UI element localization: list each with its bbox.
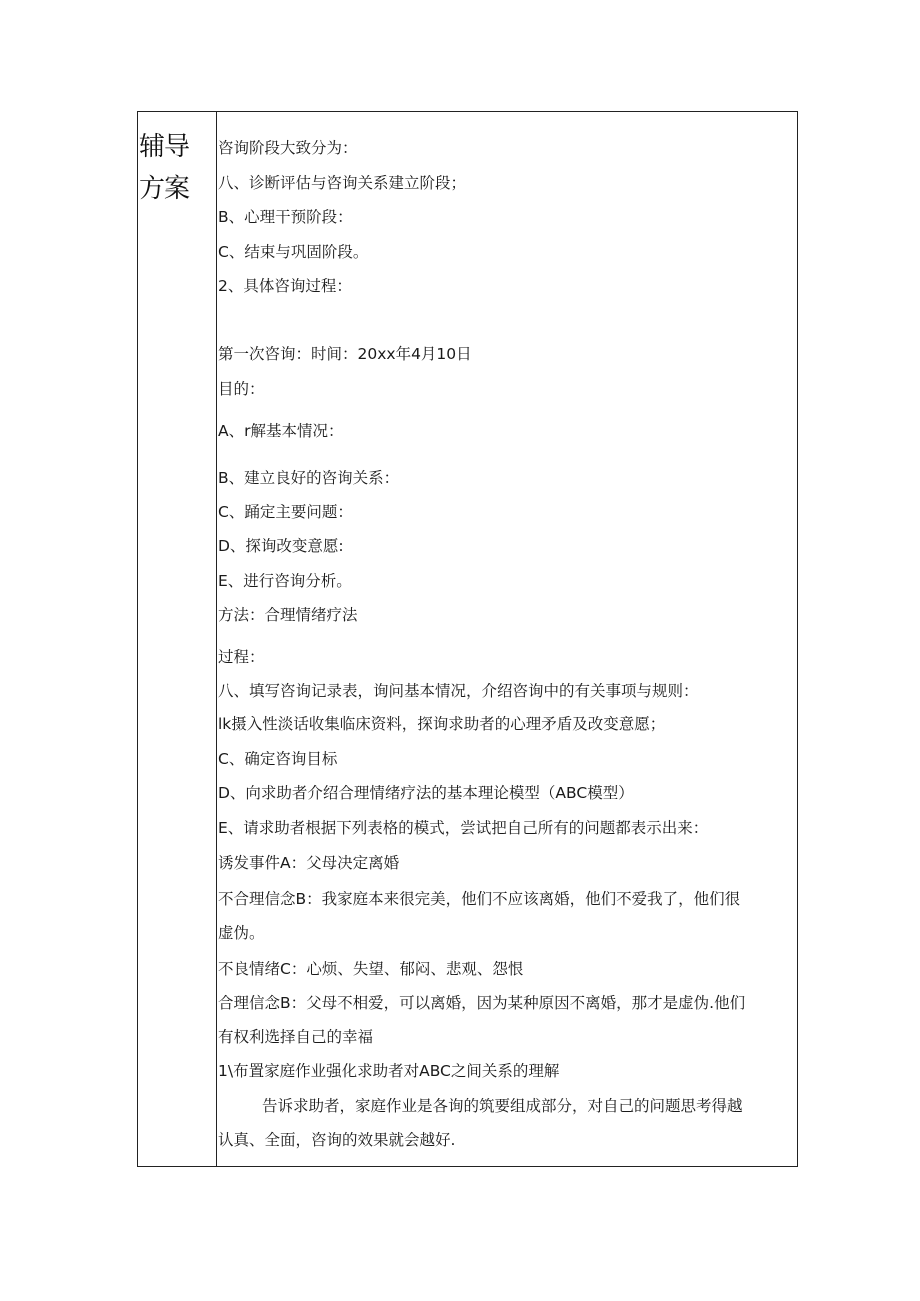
text-line: 目的： xyxy=(218,380,265,398)
text-line: 过程： xyxy=(218,648,265,666)
text-line: D、向求助者介绍合理情绪疗法的基本理论模型（ABC模型） xyxy=(218,784,634,802)
text-line: 八、填写咨询记录表，询问基本情况，介绍咨询中的有关事项与规则： xyxy=(218,682,699,700)
text-line: 不合理信念B：我家庭本来很完美，他们不应该离婚，他们不爱我了，他们很 xyxy=(218,890,741,908)
text-line: 告诉求助者，家庭作业是各询的筑要组成部分，对自己的问题思考得越 xyxy=(262,1097,743,1115)
text-line: 2、具体咨询过程： xyxy=(218,277,352,295)
text-line: 咨询阶段大致分为： xyxy=(218,139,358,157)
section-label-line-2: 方案 xyxy=(139,174,190,204)
text-line: C、确定咨询目标 xyxy=(218,750,338,768)
text-line: B、心理干预阶段： xyxy=(218,208,353,226)
text-line: 有权利选择自己的幸福 xyxy=(218,1028,374,1046)
text-line: C、结束与巩固阶段。 xyxy=(218,243,369,261)
text-line: B、建立良好的咨询关系： xyxy=(218,469,400,487)
text-line: 方法：合理情绪疗法 xyxy=(218,606,358,624)
text-line: E、请求助者根据下列表格的模式，尝试把自己所有的问题都表示出来： xyxy=(218,819,709,837)
text-line: 合理信念B：父母不相爱，可以离婚，因为某种原因不离婚，那才是虚伪.他们 xyxy=(218,994,746,1012)
text-line: C、踊定主要问题： xyxy=(218,503,353,521)
text-line: A、r解基本情况： xyxy=(218,422,344,440)
text-line: 1\布置家庭作业强化求助者对ABC之间关系的理解 xyxy=(218,1062,560,1080)
column-divider xyxy=(216,112,217,1166)
text-line: D、探询改变意愿: xyxy=(218,537,344,555)
text-line: lk摄入性淡话收集临床资料，探询求助者的心理矛盾及改变意愿； xyxy=(218,715,666,733)
text-line: 认真、全面，咨询的效果就会越好. xyxy=(218,1131,456,1149)
text-line: 第一次咨询：时间：20xx年4月10日 xyxy=(218,345,472,363)
text-line: 虚伪。 xyxy=(218,924,265,942)
counseling-plan-table xyxy=(137,111,798,1167)
text-line: 诱发事件A：父母决定离婚 xyxy=(218,854,400,872)
text-line: 不良情绪C：心烦、失望、郁闷、悲观、怨恨 xyxy=(218,960,524,978)
text-line: E、进行咨询分析。 xyxy=(218,572,352,590)
text-line: 八、诊断评估与咨询关系建立阶段； xyxy=(218,174,467,192)
section-label-line-1: 辅导 xyxy=(139,132,190,162)
section-label xyxy=(139,126,211,210)
